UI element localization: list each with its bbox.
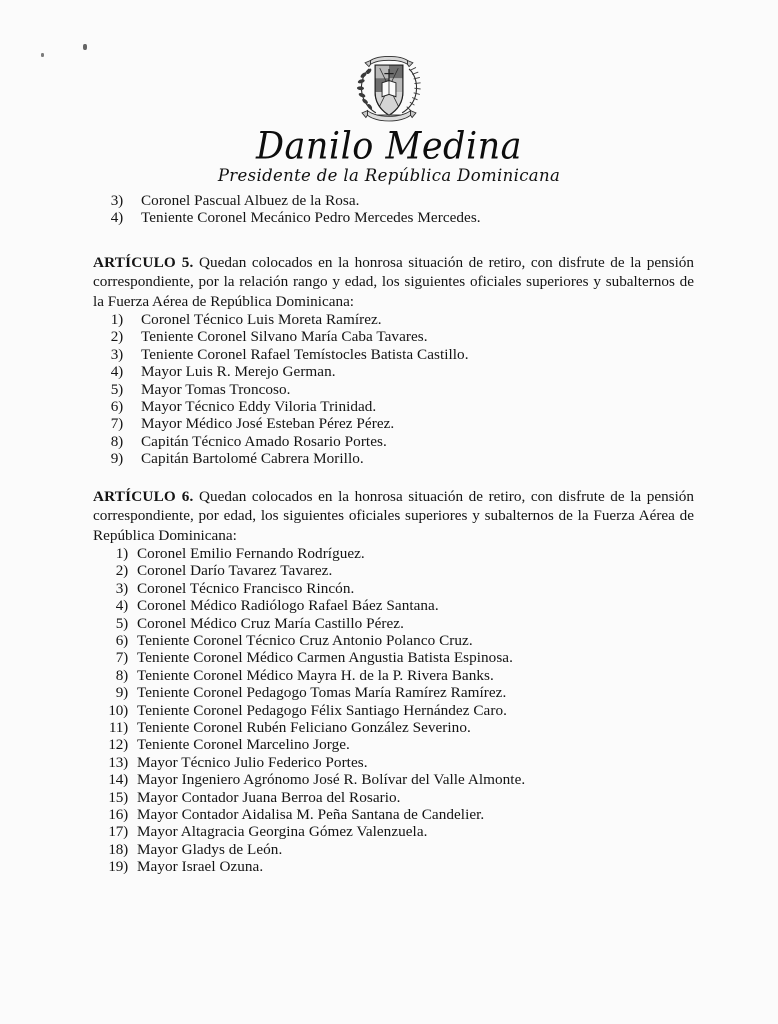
list-item-text: Capitán Bartolomé Cabrera Morillo. (141, 450, 364, 468)
article-6-body: Quedan colocados en la honrosa situación de retiro, con disfrute de la pensión correspondiente, por edad, los siguientes oficiales superiores y subalternos de la Fuerza Aérea de República Dominicana: (93, 487, 694, 544)
list-item-number: 12) (108, 736, 128, 754)
article-6-heading: ARTÍCULO 6. (93, 487, 194, 505)
list-item-number: 6) (115, 631, 128, 649)
list-item (93, 363, 694, 380)
list-item-number: 4) (110, 363, 123, 381)
list-item-text: Teniente Coronel Técnico Cruz Antonio Polanco Cruz. (137, 631, 473, 649)
list-item (93, 580, 694, 597)
list-item-number: 16) (108, 806, 128, 823)
list-item-text: Mayor Técnico Julio Federico Portes. (137, 753, 368, 771)
list-item (93, 415, 694, 432)
list-item-text: Capitán Técnico Amado Rosario Portes. (141, 432, 387, 450)
list-item-number: 4) (110, 209, 123, 227)
list-item-text: Mayor Técnico Eddy Viloria Trinidad. (141, 398, 377, 416)
list-item (93, 858, 694, 875)
list-item (93, 346, 694, 363)
list-item (93, 328, 694, 345)
list-item-text: Mayor Gladys de León. (137, 840, 283, 858)
list-item (93, 450, 694, 467)
list-item (93, 684, 694, 701)
list-item-number: 11) (108, 718, 128, 736)
list-item-text: Mayor Ingeniero Agrónomo José R. Bolívar del Valle Almonte. (137, 771, 526, 789)
list-item-text: Coronel Pascual Albuez de la Rosa. (141, 192, 360, 209)
scan-artifact-speck (83, 44, 87, 50)
list-item (93, 597, 694, 614)
list-item (93, 311, 694, 328)
list-item-number: 5) (110, 380, 123, 398)
list-item-number: 8) (115, 666, 128, 684)
list-item-text: Mayor Médico José Esteban Pérez Pérez. (141, 415, 395, 433)
list-item-number: 7) (110, 415, 123, 433)
list-item-number: 1) (115, 544, 128, 562)
list-item (93, 545, 694, 562)
list-item (93, 398, 694, 415)
list-item-text: Teniente Coronel Pedagogo Félix Santiago Hernández Caro. (137, 701, 507, 719)
continued-officers-list (93, 192, 694, 227)
list-item (93, 736, 694, 753)
list-item-number: 19) (108, 858, 128, 876)
list-item-text: Mayor Luis R. Merejo German. (141, 363, 336, 381)
list-item-number: 8) (110, 432, 123, 450)
list-item (93, 754, 694, 771)
list-item-text: Coronel Técnico Luis Moreta Ramírez. (141, 311, 382, 329)
list-item (93, 562, 694, 579)
list-item-number: 3) (115, 579, 128, 597)
list-item-number: 2) (110, 328, 123, 346)
list-item (93, 667, 694, 684)
article-6-paragraph (93, 487, 694, 545)
document-body (93, 192, 694, 876)
list-item-text: Coronel Técnico Francisco Rincón. (137, 579, 355, 597)
list-item (93, 806, 694, 823)
list-item-number: 13) (108, 753, 128, 771)
list-item-text: Coronel Médico Radiólogo Rafael Báez Santana. (137, 597, 439, 615)
list-item-text: Mayor Altagracia Georgina Gómez Valenzuela. (137, 823, 428, 841)
list-item-number: 18) (108, 840, 128, 858)
list-item-number: 1) (110, 311, 123, 329)
list-item-number: 9) (110, 450, 123, 468)
article-5-officers-list (93, 311, 694, 468)
letterhead (0, 52, 778, 186)
list-item (93, 771, 694, 788)
list-item-text: Mayor Contador Aidalisa M. Peña Santana de Candelier. (137, 806, 485, 823)
article-6-officers-list (93, 545, 694, 876)
list-item (93, 192, 694, 209)
list-item-text: Teniente Coronel Médico Carmen Angustia Batista Espinosa. (137, 649, 513, 667)
list-item (93, 615, 694, 632)
list-item-number: 5) (115, 614, 128, 632)
list-item-text: Mayor Israel Ozuna. (137, 858, 264, 876)
list-item-text: Mayor Contador Juana Berroa del Rosario. (137, 788, 401, 806)
president-name: Danilo Medina (255, 125, 523, 169)
list-item (93, 632, 694, 649)
list-item-number: 2) (115, 562, 128, 580)
list-item (93, 823, 694, 840)
list-item-number: 10) (108, 701, 128, 719)
list-item-text: Teniente Coronel Silvano María Caba Tavares. (141, 328, 428, 346)
list-item-number: 9) (115, 684, 128, 702)
list-item-number: 17) (108, 823, 128, 841)
list-item (93, 649, 694, 666)
article-5-paragraph (93, 253, 694, 311)
list-item-text: Coronel Médico Cruz María Castillo Pérez. (137, 614, 404, 632)
list-item-text: Teniente Coronel Marcelino Jorge. (137, 736, 350, 754)
list-item (93, 719, 694, 736)
list-item-text: Teniente Coronel Rafael Temístocles Batista Castillo. (141, 345, 469, 363)
list-item-text: Mayor Tomas Troncoso. (141, 380, 291, 398)
list-item-number: 7) (115, 649, 128, 667)
list-item-number: 6) (110, 398, 123, 416)
list-item (93, 702, 694, 719)
dominican-republic-coat-of-arms-icon (350, 52, 428, 126)
list-item-number: 15) (108, 788, 128, 806)
list-item-number: 3) (110, 192, 123, 209)
list-item-text: Teniente Coronel Médico Mayra H. de la P. Rivera Banks. (137, 666, 494, 684)
list-item-number: 14) (108, 771, 128, 789)
list-item-text: Teniente Coronel Mecánico Pedro Mercedes Mercedes. (141, 209, 481, 227)
list-item-text: Teniente Coronel Pedagogo Tomas María Ramírez Ramírez. (137, 684, 507, 702)
list-item-number: 4) (115, 597, 128, 615)
list-item (93, 209, 694, 226)
list-item (93, 433, 694, 450)
list-item (93, 841, 694, 858)
list-item (93, 381, 694, 398)
list-item-text: Coronel Emilio Fernando Rodríguez. (137, 544, 365, 562)
article-5-heading: ARTÍCULO 5. (93, 253, 194, 271)
list-item-number: 3) (110, 345, 123, 363)
list-item-text: Teniente Coronel Rubén Feliciano González Severino. (137, 718, 471, 736)
article-5-body: Quedan colocados en la honrosa situación de retiro, con disfrute de la pensión correspondiente, por la relación rango y edad, los siguientes oficiales superiores y subalternos de la Fuerza Aérea de República Dominicana: (93, 253, 694, 310)
list-item-text: Coronel Darío Tavarez Tavarez. (137, 562, 333, 580)
list-item (93, 789, 694, 806)
president-title: Presidente de la República Dominicana (217, 165, 561, 185)
